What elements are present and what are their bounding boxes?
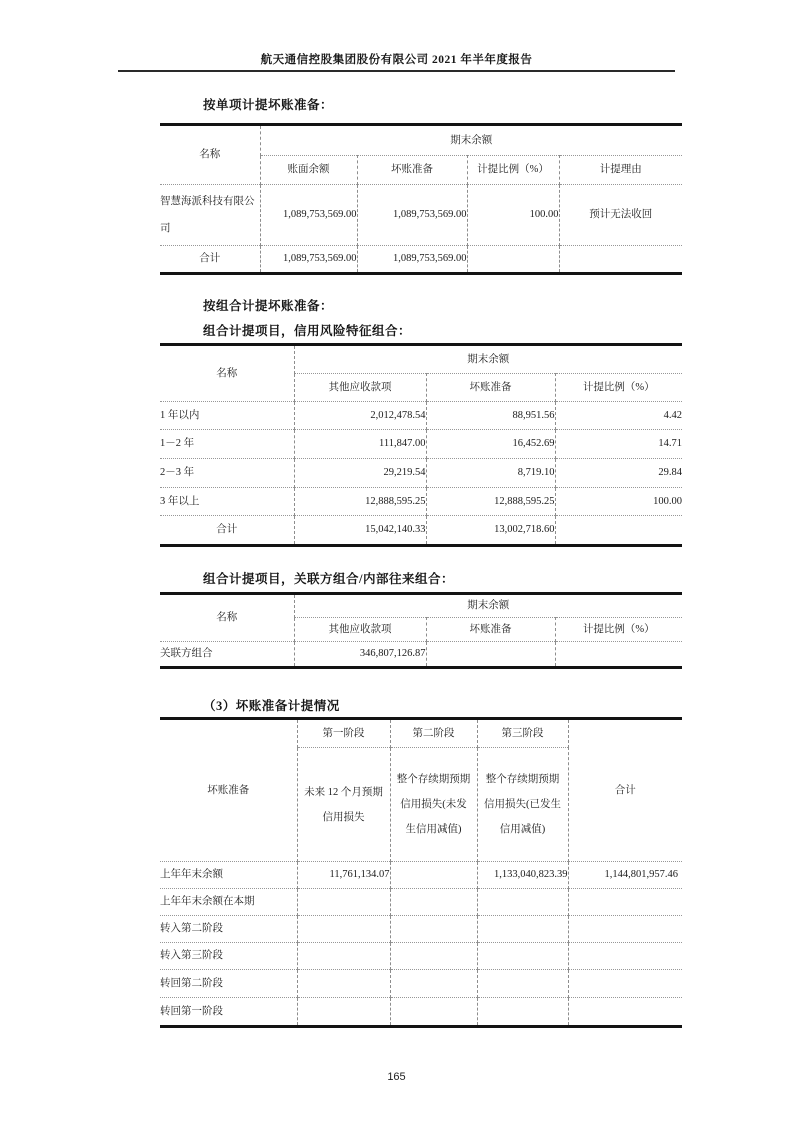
col-header-bad-debt-provision: 坏账准备	[426, 374, 555, 402]
table-cell	[555, 642, 682, 668]
col-header-total: 合计	[568, 719, 682, 862]
row-label: 转入第三阶段	[160, 943, 297, 970]
section-heading-credit-risk-portfolio: 组合计提项目，信用风险特征组合：	[203, 324, 412, 338]
table-header-row	[160, 345, 682, 374]
col-header-bad-debt-provision: 坏账准备	[207, 784, 250, 796]
table-cell: 1,089,753,569.00	[357, 246, 467, 274]
col-header-name: 名称	[199, 149, 221, 161]
table-cell	[390, 862, 477, 889]
related-party-portfolio-table	[160, 592, 682, 669]
table-cell: 88,951.56	[426, 402, 555, 430]
table-cell: 1,144,801,957.46	[568, 862, 682, 889]
table-cell	[477, 970, 568, 998]
row-label: 关联方组合	[160, 642, 294, 668]
section-heading-related-party-portfolio: 组合计提项目，关联方组合/内部往来组合：	[203, 572, 454, 586]
table-row	[160, 430, 682, 459]
table-header-row	[160, 125, 682, 156]
table-cell: 14.71	[555, 430, 682, 459]
table-total-row	[160, 516, 682, 546]
table-row	[160, 185, 682, 246]
table-cell: 346,807,126.87	[294, 642, 426, 668]
table-cell	[297, 970, 390, 998]
table-cell: 2,012,478.54	[294, 402, 426, 430]
row-label: 3 年以上	[160, 488, 294, 516]
col-header-lifetime-ecl-not-impaired: 整个存续期预期信用损失(未发生信用减值)	[390, 748, 477, 862]
table-cell: 29.84	[555, 459, 682, 488]
col-header-book-balance: 账面余额	[260, 156, 357, 185]
table-row	[160, 916, 682, 943]
col-header-other-receivables: 其他应收款项	[294, 618, 426, 642]
header-rule	[118, 70, 675, 72]
table-row	[160, 889, 682, 916]
row-label-total: 合计	[160, 516, 294, 546]
table-cell	[477, 889, 568, 916]
individual-provision-table	[160, 123, 682, 275]
table-row	[160, 488, 682, 516]
credit-risk-portfolio-table	[160, 343, 682, 547]
table-header-row	[160, 719, 682, 748]
table-cell	[559, 246, 682, 274]
col-header-stage-1: 第一阶段	[297, 719, 390, 748]
row-label: 智慧海派科技有限公司	[160, 185, 260, 246]
table-cell	[555, 516, 682, 546]
table-cell: 111,847.00	[294, 430, 426, 459]
table-cell: 4.42	[555, 402, 682, 430]
table-cell: 15,042,140.33	[294, 516, 426, 546]
col-header-period-end-balance: 期末余额	[294, 594, 682, 618]
table-cell	[477, 916, 568, 943]
table-cell	[477, 943, 568, 970]
col-header-provision-ratio: 计提比例（%）	[555, 618, 682, 642]
table-cell: 1,089,753,569.00	[260, 185, 357, 246]
table-cell	[426, 642, 555, 668]
table-row	[160, 998, 682, 1027]
table-cell: 1,133,040,823.39	[477, 862, 568, 889]
col-header-12m-expected-credit-loss: 未来 12 个月预期信用损失	[297, 748, 390, 862]
row-label: 转回第一阶段	[160, 998, 297, 1027]
table-cell: 1,089,753,569.00	[357, 185, 467, 246]
table-cell: 100.00	[467, 185, 559, 246]
section-heading-provision-status: （3）坏账准备计提情况	[203, 699, 340, 713]
table-total-row	[160, 246, 682, 274]
table-cell	[568, 970, 682, 998]
table-row	[160, 642, 682, 668]
table-cell	[568, 916, 682, 943]
section-heading-portfolio-provision: 按组合计提坏账准备：	[203, 299, 334, 313]
table-cell: 29,219.54	[294, 459, 426, 488]
report-header-title: 航天通信控股集团股份有限公司 2021 年半年度报告	[260, 54, 533, 66]
col-header-stage-2: 第二阶段	[390, 719, 477, 748]
col-header-lifetime-ecl-impaired: 整个存续期预期信用损失(已发生信用减值)	[477, 748, 568, 862]
table-row	[160, 943, 682, 970]
table-cell: 1,089,753,569.00	[260, 246, 357, 274]
table-row	[160, 459, 682, 488]
table-cell	[477, 998, 568, 1027]
table-cell: 100.00	[555, 488, 682, 516]
table-cell	[297, 943, 390, 970]
row-label: 1－2 年	[160, 430, 294, 459]
col-header-name: 名称	[216, 612, 238, 624]
table-row	[160, 402, 682, 430]
row-label: 1 年以内	[160, 402, 294, 430]
table-cell	[568, 943, 682, 970]
table-cell: 12,888,595.25	[294, 488, 426, 516]
row-label-total: 合计	[160, 246, 260, 274]
table-cell	[390, 998, 477, 1027]
row-label: 转入第二阶段	[160, 916, 297, 943]
col-header-stage-3: 第三阶段	[477, 719, 568, 748]
table-cell	[297, 998, 390, 1027]
col-header-name: 名称	[216, 367, 238, 379]
col-header-provision-reason: 计提理由	[559, 156, 682, 185]
col-header-period-end-balance: 期末余额	[260, 125, 682, 156]
table-cell: 16,452.69	[426, 430, 555, 459]
page-number: 165	[387, 1071, 406, 1083]
col-header-other-receivables: 其他应收款项	[294, 374, 426, 402]
table-cell	[390, 943, 477, 970]
col-header-bad-debt-provision: 坏账准备	[426, 618, 555, 642]
col-header-provision-ratio: 计提比例（%）	[467, 156, 559, 185]
table-cell: 11,761,134.07	[297, 862, 390, 889]
table-cell: 预计无法收回	[559, 185, 682, 246]
provision-stages-table	[160, 717, 682, 1028]
row-label: 上年年末余额	[160, 862, 297, 889]
section-heading-individual-provision: 按单项计提坏账准备：	[203, 98, 334, 112]
table-cell	[467, 246, 559, 274]
table-cell	[390, 889, 477, 916]
table-cell: 13,002,718.60	[426, 516, 555, 546]
table-cell	[297, 916, 390, 943]
table-cell	[390, 916, 477, 943]
table-header-row	[160, 594, 682, 618]
row-label: 2－3 年	[160, 459, 294, 488]
table-cell: 12,888,595.25	[426, 488, 555, 516]
table-row	[160, 970, 682, 998]
row-label: 上年年末余额在本期	[160, 889, 297, 916]
table-cell: 8,719.10	[426, 459, 555, 488]
table-cell	[297, 889, 390, 916]
col-header-provision-ratio: 计提比例（%）	[555, 374, 682, 402]
table-cell	[568, 998, 682, 1027]
table-cell	[568, 889, 682, 916]
table-row	[160, 862, 682, 889]
table-cell	[390, 970, 477, 998]
row-label: 转回第二阶段	[160, 970, 297, 998]
col-header-period-end-balance: 期末余额	[294, 345, 682, 374]
col-header-bad-debt-provision: 坏账准备	[357, 156, 467, 185]
